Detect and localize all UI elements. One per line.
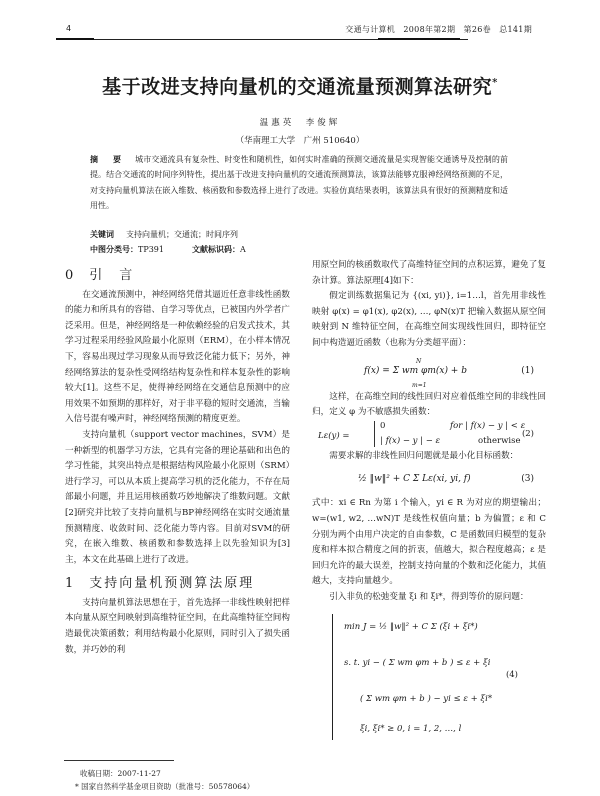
equation-number: (1): [521, 365, 534, 376]
section-title: 引 言: [89, 268, 135, 283]
paragraph: 支持向量机（support vector machines，SVM）是一种新型的机器学习方法，它具有完备的理论基础和出色的学习性能，其突出特点是根据结构风险最小化原则（SRM）进行学习，可以从本质上提高学习机的泛化能力，不存在局部最小问题，并且运用核函数巧妙地解决了维数问题。文献[2]研究并比较了支持向量机与BP神经网络在实时交通流量预测精度、收敛时间、泛化能力等内容。目前对SVM的研究，在嵌入维数、核函数和参数选择上以先验知识为[3]主，本文在此基础上进行了改进。: [65, 429, 290, 565]
abstract-text: 城市交通流具有复杂性、时变性和随机性，如何实时准确的预测交通流量是实现智能交通诱导及控制的前提。结合交通流的时间序列特性，提出基于改进支持向量机的交通流预测算法，该算法能够克服神经网络预测的不足，对支持向量机算法在嵌入维数、核函数和参数选择上进行了改进。实验仿真结果表明，该算法具有很好的预测精度和适用性。: [90, 155, 508, 211]
paper-title: [0, 72, 600, 99]
footnote-fund: * 国家自然科学基金项目资助（批准号：50578064）: [75, 782, 255, 791]
equation-3-body: ½ ‖w‖² + C Σ Lε(xi, yi, f): [358, 474, 471, 485]
section-title: 支持向量机预测算法原理: [89, 576, 255, 592]
footnote-received: 收稿日期：2007-11-27: [80, 769, 161, 778]
clc-label: 中图分类号：: [90, 245, 138, 254]
title-text: 基于改进支持向量机的交通流量预测算法研究: [102, 76, 493, 98]
equation-number: (2): [521, 428, 534, 439]
paragraph: 用原空间的核函数取代了高维特征空间的点积运算，避免了复杂计算。算法原理[4]如下：: [312, 260, 546, 286]
equation-3: [312, 466, 546, 494]
section-heading-principle: [65, 576, 290, 592]
equation-1: [312, 354, 546, 388]
affiliation: （华南理工大学 广州 510640）: [235, 136, 365, 146]
eq4-line2: s. t. yi − ( Σ wm φm + b ) ≤ ε + ξi: [344, 657, 491, 668]
eq4-brace: [332, 614, 339, 740]
section-heading-intro: [65, 268, 290, 284]
sum-lower: m=1: [412, 381, 427, 389]
paragraph: 这样，在高维空间的线性回归对应着低维空间的非线性回归，定义 φ 为不敏感损失函数：: [312, 391, 546, 418]
equation-4: [312, 608, 546, 744]
right-column: [312, 258, 546, 744]
doc-code-value: A: [240, 245, 246, 254]
eq2-case2: | f(x) − y | − ε: [380, 435, 441, 446]
classification: [90, 244, 508, 255]
abstract-label: 摘 要: [90, 155, 128, 164]
keywords: [90, 229, 508, 240]
footnote-rule: [64, 760, 174, 761]
paragraph: 需要求解的非线性回归问题就是最小化目标函数：: [329, 450, 519, 461]
section-number: 0: [65, 268, 76, 283]
header-rule-accent-left: [56, 38, 94, 40]
authors: 温惠英 李俊辉: [259, 118, 341, 128]
eq2-cond1: for | f(x) − y | < ε: [450, 420, 526, 431]
keywords-label: 关键词: [90, 230, 114, 239]
clc-value: TP391: [138, 245, 164, 254]
equation-number: (4): [505, 669, 518, 680]
title-footnote-mark: *: [492, 77, 498, 89]
abstract: [90, 152, 508, 214]
journal-info: 交通与计算机 2008年第2期 第26卷 总141期: [345, 25, 532, 34]
section-number: 1: [65, 576, 76, 592]
eq2-lhs: Lε(y) =: [318, 430, 350, 441]
page-number: 4: [66, 24, 72, 33]
paragraph: 假定训练数据集记为 {(xi, yi)}, i=1…l，首先用非线性映射 φ(x) = φ1(x), φ2(x), …, φN(x)T 把输入数据从原空间映射到 N 维特征空间，在高维空间实现线性回归，即特征空间中构造逼近函数（也称为分类超平面）：: [312, 291, 546, 348]
doc-code-label: 文献标识码：: [192, 245, 240, 254]
header-rule-accent-right: [378, 38, 460, 40]
equation-number: (3): [521, 474, 534, 485]
paragraph: 引入非负的松弛变量 ξi 和 ξi*，得到等价的原问题：: [329, 591, 529, 602]
left-column: [65, 264, 290, 658]
eq2-brace: [374, 421, 375, 447]
eq4-line3: ( Σ wm φm + b ) − yi ≤ ε + ξi*: [360, 693, 493, 704]
running-head: [58, 24, 532, 38]
sum-upper: N: [416, 357, 422, 365]
eq4-line1: min J = ½ ‖w‖² + C Σ (ξi + ξi*): [344, 621, 478, 632]
keywords-text: 支持向量机；交通流；时间序列: [126, 230, 238, 239]
paragraph: 支持向量机算法思想在于，首先选择一非线性映射把样本向量从原空间映射到高维特征空间，在此高维特征空间构造最优决策函数；利用结构最小化原则，同时引入了损失函数，并巧妙的利: [65, 597, 290, 655]
equation-1-body: f(x) = Σ wm φm(x) + b: [364, 365, 467, 376]
eq2-cond2: otherwise: [478, 435, 521, 446]
paragraph: 在交通流预测中，神经网络凭借其逼近任意非线性函数的能力和所具有的容错、自学习等优点，已被国内外学者广泛采用。但是，神经网络是一种依赖经验的启发式技术，其学习过程采用经验风险最小化原则（ERM），在小样本情况下，容易出现过学习现象从而导致泛化能力低下；另外，神经网络算法的复杂性受网络结构复杂性和样本复杂性的影响较大[1]。这些不足，使得神经网络在交通信息预测中的应用效果不如预期的那样好，对于非平稳的短时交通流，当输入信号混有噪声时，神经网络预测的精度更差。: [65, 289, 290, 425]
eq4-line4: ξi, ξi* ≥ 0, i = 1, 2, …, l: [360, 723, 462, 734]
eq2-case1: 0: [380, 420, 386, 431]
paragraph: 式中：xi ∈ Rn 为第 i 个输入，yi ∈ R 为对应的期望输出；w=(w1, w2, …wN)T 是线性权值向量；b 为偏置；ε 和 C 分别为两个由用户决定的自由参数，C 是函数回归模型的复杂度和样本拟合精度之间的折衷，值越大，拟合程度越高；ε 是回归允许的最大误差，控制支持向量的个数和泛化能力，其值越大，支持向量越少。: [312, 498, 546, 587]
equation-2: [312, 421, 546, 449]
